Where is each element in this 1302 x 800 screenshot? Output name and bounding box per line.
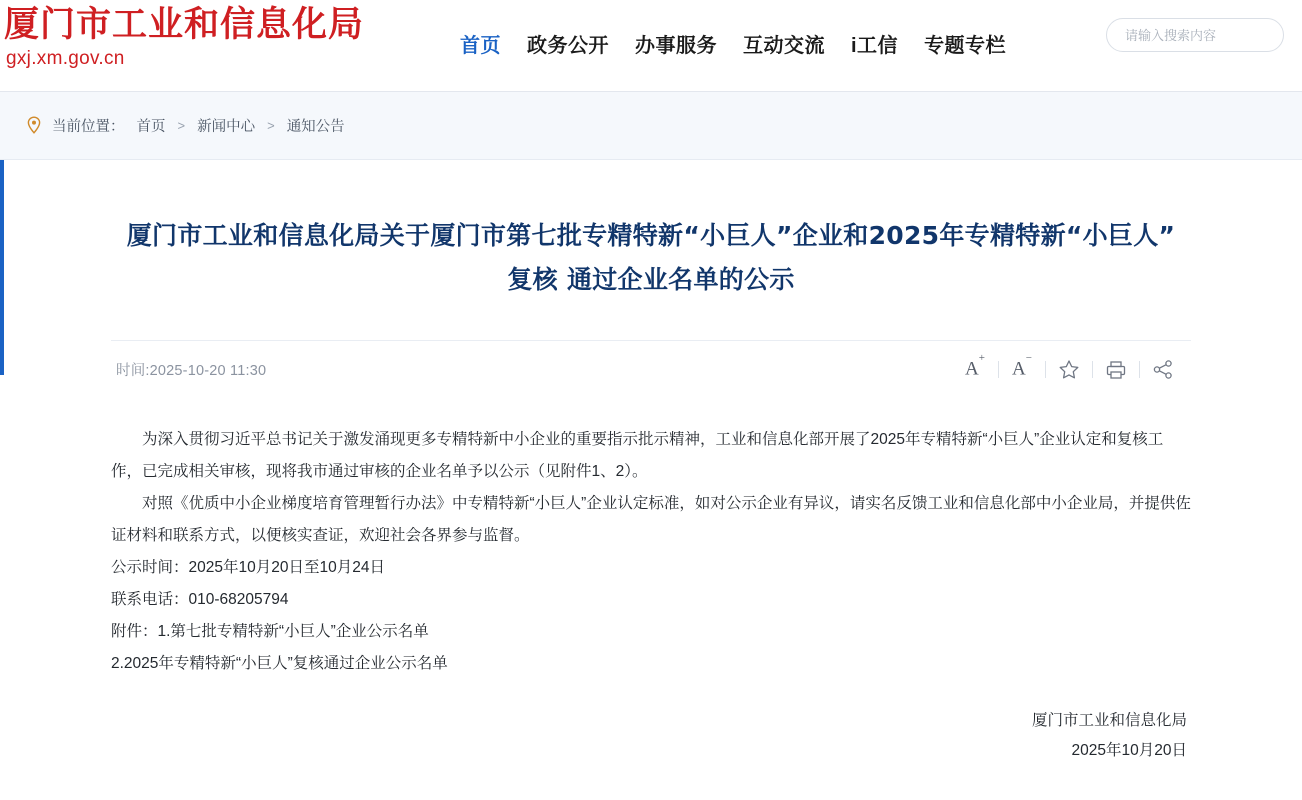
printer-icon <box>1105 360 1127 380</box>
font-increase-sup: + <box>978 352 985 365</box>
font-increase-label: A <box>965 358 979 380</box>
article-toolbar <box>952 352 1186 385</box>
site-header <box>0 0 1302 92</box>
site-logo[interactable] <box>0 0 460 70</box>
article-line-publicity-period: 公示时间：2025年10月20日至10月24日 <box>111 559 385 576</box>
font-increase-button[interactable] <box>952 352 998 385</box>
favorite-button[interactable] <box>1046 355 1092 385</box>
share-icon <box>1152 359 1174 380</box>
nav-item-special-columns[interactable]: 专题专栏 <box>924 34 1007 57</box>
article-line-contact-phone: 联系电话：010-68205794 <box>111 591 289 608</box>
font-decrease-button[interactable] <box>999 352 1045 385</box>
nav-item-home[interactable]: 首页 <box>460 34 501 57</box>
star-icon <box>1058 359 1080 380</box>
print-button[interactable] <box>1093 355 1139 385</box>
nav-item-services[interactable]: 办事服务 <box>635 34 717 57</box>
article <box>111 160 1191 766</box>
article-signature <box>111 706 1191 766</box>
signature-organization: 厦门市工业和信息化局 <box>1031 712 1187 729</box>
article-body <box>111 424 1191 680</box>
nav-item-interaction[interactable]: 互动交流 <box>743 34 825 57</box>
article-container <box>0 160 1302 766</box>
breadcrumb <box>0 92 1302 160</box>
breadcrumb-separator-1: > <box>177 118 186 133</box>
share-button[interactable] <box>1140 355 1186 385</box>
breadcrumb-separator-2: > <box>267 118 275 133</box>
left-accent-bar <box>0 160 4 375</box>
search-input[interactable] <box>1123 27 1302 44</box>
breadcrumb-item-news-center[interactable]: 新闻中心 <box>197 119 256 135</box>
article-meta <box>111 340 1191 398</box>
nav-item-government-affairs[interactable]: 政务公开 <box>527 34 609 57</box>
font-decrease-label: A <box>1012 358 1026 380</box>
breadcrumb-item-notices[interactable]: 通知公告 <box>286 119 345 135</box>
article-paragraph-1: 为深入贯彻习近平总书记关于激发涌现更多专精特新中小企业的重要指示批示精神，工业和信息化部开展了2025年专精特新“小巨人”企业认定和复核工作，已完成相关审核，现将我市通过审核的企业名单予以公示（见附件1、2）。 <box>111 431 1164 480</box>
search-box[interactable] <box>1106 18 1284 52</box>
article-line-attachment-2: 2.2025年专精特新“小巨人”复核通过企业公示名单 <box>111 655 448 672</box>
breadcrumb-label: 当前位置： <box>52 119 125 135</box>
nav-item-igongxin[interactable]: i工信 <box>851 34 899 57</box>
publish-time: 时间:2025-10-20 11:30 <box>116 363 267 379</box>
article-line-attachment-1: 附件：1.第七批专精特新“小巨人”企业公示名单 <box>111 623 429 640</box>
breadcrumb-item-home[interactable]: 首页 <box>136 119 166 135</box>
site-domain: gxj.xm.gov.cn <box>6 48 125 69</box>
font-decrease-sup: − <box>1025 352 1032 365</box>
page-title: 厦门市工业和信息化局关于厦门市第七批专精特新“小巨人”企业和2025年专精特新“小巨人”复核 通过企业名单的公示 <box>126 221 1176 294</box>
site-title: 厦门市工业和信息化局 <box>4 5 365 45</box>
article-paragraph-2: 对照《优质中小企业梯度培育管理暂行办法》中专精特新“小巨人”企业认定标准，如对公示企业有异议，请实名反馈工业和信息化部中小企业局，并提供佐证材料和联系方式，以便核实查证，欢迎社会各界参与监督。 <box>111 495 1191 544</box>
location-pin-icon <box>26 116 42 135</box>
signature-date: 2025年10月20日 <box>1071 742 1187 759</box>
